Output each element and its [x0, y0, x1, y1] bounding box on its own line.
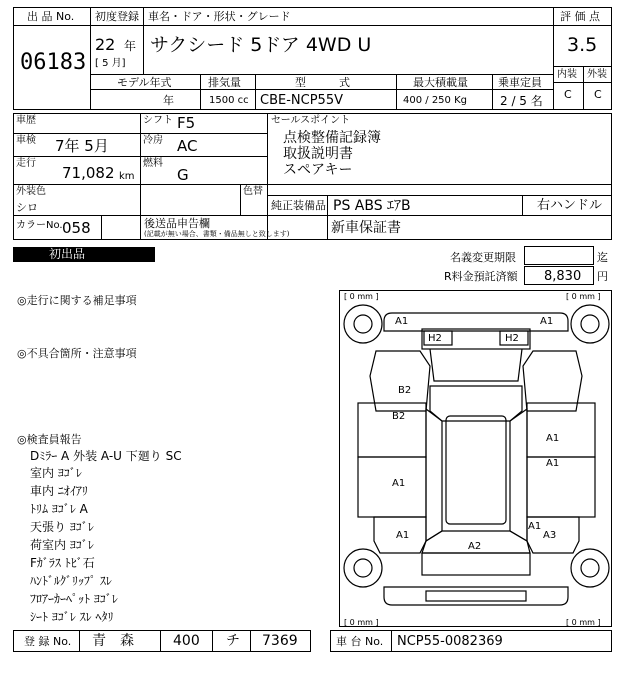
inspector-line: 天張り ﾖｺﾞﾚ	[30, 520, 94, 534]
inspector-line: ﾌﾛｱｰｶｰﾍﾟｯﾄ ﾖｺﾞﾚ	[30, 592, 118, 606]
tire-label-rl: [ 0 mm ]	[344, 618, 379, 627]
name-change-box	[524, 246, 594, 265]
interior-label: 内装	[557, 69, 577, 80]
color-change-label: 色替	[243, 186, 263, 197]
ac-value: AC	[177, 137, 198, 155]
type-value: CBE-NCP55V	[260, 93, 343, 108]
history-label: 車歴	[16, 115, 36, 126]
wheel-front-left	[344, 305, 382, 343]
model-year-value: 年	[163, 94, 174, 107]
shift-label: シフト	[143, 115, 173, 126]
left-front-fender	[370, 351, 430, 411]
inspection-label: 車検	[16, 135, 36, 146]
mark-a1-right-rear: A1	[546, 458, 560, 469]
ext-color-label: 外装色	[16, 186, 46, 197]
recycle-value: 8,830	[544, 269, 582, 284]
reg-number: 7369	[262, 633, 298, 649]
wheel-front-right	[571, 305, 609, 343]
color-no-value: 058	[62, 219, 91, 237]
color-no-label: カラーNo.	[16, 220, 63, 231]
first-reg-month: [ 5 月]	[95, 58, 126, 69]
exterior-value: C	[594, 88, 602, 101]
lot-label: 出 品 No.	[27, 10, 75, 23]
mark-a1-front-left: A1	[395, 316, 409, 327]
name-change-unit: 迄	[597, 251, 608, 264]
rear-bumper	[384, 587, 568, 605]
mark-a1-right-quarter: A1	[528, 521, 542, 532]
sales-point-1: 点検整備記録簿	[283, 130, 381, 146]
interior-value: C	[564, 88, 572, 101]
sales-point-2: 取扱説明書	[283, 146, 353, 162]
first-listing-label: 初出品	[49, 247, 86, 261]
inspector-line: 室内 ﾖｺﾞﾚ	[30, 466, 82, 480]
tire-label-fl: [ 0 mm ]	[344, 292, 379, 301]
inspector-line: ﾄﾘﾑ ﾖｺﾞﾚ A	[30, 502, 88, 516]
exterior-label: 外装	[587, 69, 607, 80]
mileage-unit: km	[119, 171, 135, 182]
chassis-label: 車 台 No.	[336, 635, 384, 648]
ac-label: 冷房	[143, 135, 163, 146]
tire-label-fr: [ 0 mm ]	[566, 292, 601, 301]
equipment-label: 純正装備品	[271, 199, 326, 212]
inspector-line: Dﾐﾗｰ A 外装 A-U 下廻り SC	[30, 449, 182, 463]
mark-h2-right: H2	[505, 333, 519, 344]
docs-note: (記載が無い場合、書類・備品無しと致します)	[144, 230, 290, 238]
max-load-label: 最大積載量	[413, 76, 468, 89]
inspector-line: ｼｰﾄ ﾖｺﾞﾚ ｽﾚ ﾍﾀﾘ	[30, 610, 114, 624]
steering-value: 右ハンドル	[537, 198, 603, 213]
sales-point-3: スペアキー	[283, 162, 353, 178]
mark-a1-right-front: A1	[546, 433, 560, 444]
mark-h2-left: H2	[428, 333, 442, 344]
right-front-fender	[523, 351, 582, 411]
inspector-line: Fｶﾞﾗｽ ﾄﾋﾞ石	[30, 556, 95, 570]
recycle-unit: 円	[597, 270, 608, 283]
reg-area: 青 森	[92, 633, 134, 649]
right-rear-door	[527, 457, 595, 517]
mark-b2-door: B2	[392, 411, 406, 422]
inspector-line: ﾊﾝﾄﾞﾙｸﾞﾘｯﾌﾟ ｽﾚ	[30, 574, 112, 588]
wheel-rear-left	[344, 549, 382, 587]
mark-a1-left-quarter: A1	[396, 530, 410, 541]
first-listing-bar	[13, 247, 155, 262]
mark-b2-fender: B2	[398, 385, 412, 396]
type-label: 型 式	[295, 76, 350, 89]
sales-label: セールスポイント	[271, 115, 351, 126]
displacement-value: 1500 cc	[209, 95, 249, 106]
mileage-label: 走行	[16, 158, 36, 169]
displacement-label: 排気量	[208, 76, 241, 89]
roof	[446, 416, 506, 524]
reg-no-label: 登 録 No.	[24, 635, 72, 648]
mileage-value: 71,082	[62, 164, 115, 182]
inspector-title: ◎検査員報告	[17, 433, 82, 446]
chassis-value: NCP55-0082369	[397, 634, 503, 649]
car-label: 車名・ドア・形状・グレード	[148, 10, 291, 23]
car-diagram-frame	[339, 290, 612, 627]
inspector-line: 荷室内 ﾖｺﾞﾚ	[30, 538, 94, 552]
mark-a1-left-rear: A1	[392, 478, 406, 489]
inspection-value: 7年 5月	[55, 137, 109, 155]
supplement-title: ◎走行に関する補足事項	[17, 294, 137, 307]
reg-class: 400	[173, 633, 200, 649]
fuel-label: 燃料	[143, 158, 163, 169]
name-change-label: 名義変更期限	[450, 251, 516, 264]
warranty-value: 新車保証書	[331, 220, 401, 236]
fuel-value: G	[177, 166, 189, 184]
car-name: サクシード 5ドア 4WD U	[150, 34, 372, 56]
mark-a1-front-right: A1	[540, 316, 554, 327]
year-unit: 年	[124, 39, 137, 53]
max-load-value: 400 / 250 Kg	[403, 95, 467, 106]
docs-label: 後送品申告欄	[144, 217, 210, 230]
rating-label: 評 価 点	[560, 10, 600, 23]
reg-kana: チ	[226, 633, 240, 649]
inspector-line: 車内 ﾆｵｲｱﾘ	[30, 484, 88, 498]
mark-a3-right-quarter: A3	[543, 530, 557, 541]
car-diagram	[340, 291, 613, 628]
wheel-rear-right	[571, 549, 609, 587]
lot-number: 06183	[20, 50, 87, 75]
capacity-label: 乗車定員	[498, 76, 542, 89]
model-year-label: モデル年式	[117, 76, 172, 89]
first-reg-label: 初度登録	[95, 10, 139, 23]
first-reg-year: 22	[95, 35, 116, 54]
equipment-value: PS ABS ｴｱB	[333, 198, 411, 214]
mark-a2-rear: A2	[468, 541, 482, 552]
recycle-label: R料金預託済額	[444, 270, 518, 283]
ext-color-value: シロ	[16, 201, 38, 214]
rating-value: 3.5	[567, 34, 598, 56]
shift-value: F5	[177, 114, 196, 132]
tire-label-rr: [ 0 mm ]	[566, 618, 601, 627]
capacity-value: 2 / 5 名	[500, 94, 543, 108]
defects-title: ◎不具合箇所・注意事項	[17, 347, 137, 360]
